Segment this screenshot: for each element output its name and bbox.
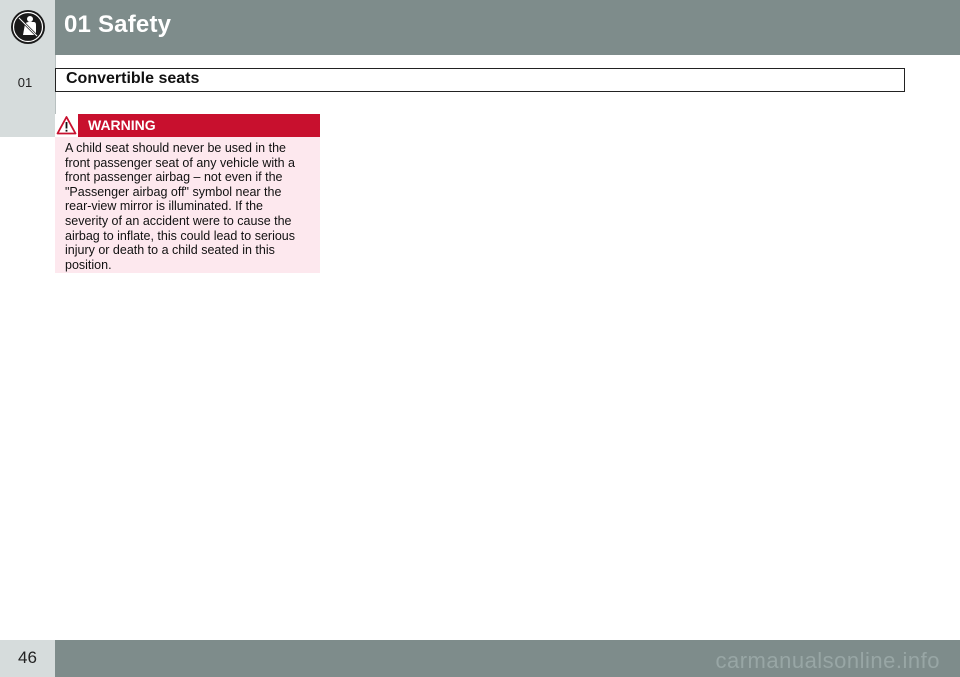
- warning-box: [55, 114, 320, 273]
- watermark: carmanualsonline.info: [715, 648, 940, 673]
- chapter-tab-label: 01: [17, 75, 33, 90]
- warning-header: [55, 114, 320, 137]
- warning-line: front passenger seat of any vehicle with a: [65, 155, 295, 170]
- warning-text: [65, 141, 315, 272]
- chapter-tab: [0, 55, 56, 137]
- section-title-box: [55, 68, 905, 92]
- page-number: 46: [18, 648, 37, 667]
- warning-line: position.: [65, 257, 112, 272]
- warning-line: "Passenger airbag off" symbol near the: [65, 184, 282, 199]
- warning-line: severity of an accident were to cause the: [65, 213, 292, 228]
- warning-line: A child seat should never be used in the: [65, 141, 286, 155]
- warning-line: airbag to inflate, this could lead to serious: [65, 228, 295, 243]
- warning-icon-cell: [55, 114, 78, 137]
- chapter-title: 01 Safety: [64, 11, 172, 38]
- warning-line: front passenger airbag – not even if the: [65, 170, 283, 185]
- warning-line: injury or death to a child seated in this: [65, 243, 275, 258]
- seatbelt-icon: [9, 8, 47, 46]
- section-title: Convertible seats: [66, 70, 200, 87]
- chapter-icon-cell: [0, 0, 55, 55]
- warning-line: rear-view mirror is illuminated. If the: [65, 199, 263, 214]
- warning-title: WARNING: [88, 117, 156, 133]
- warning-triangle-icon: [56, 115, 77, 136]
